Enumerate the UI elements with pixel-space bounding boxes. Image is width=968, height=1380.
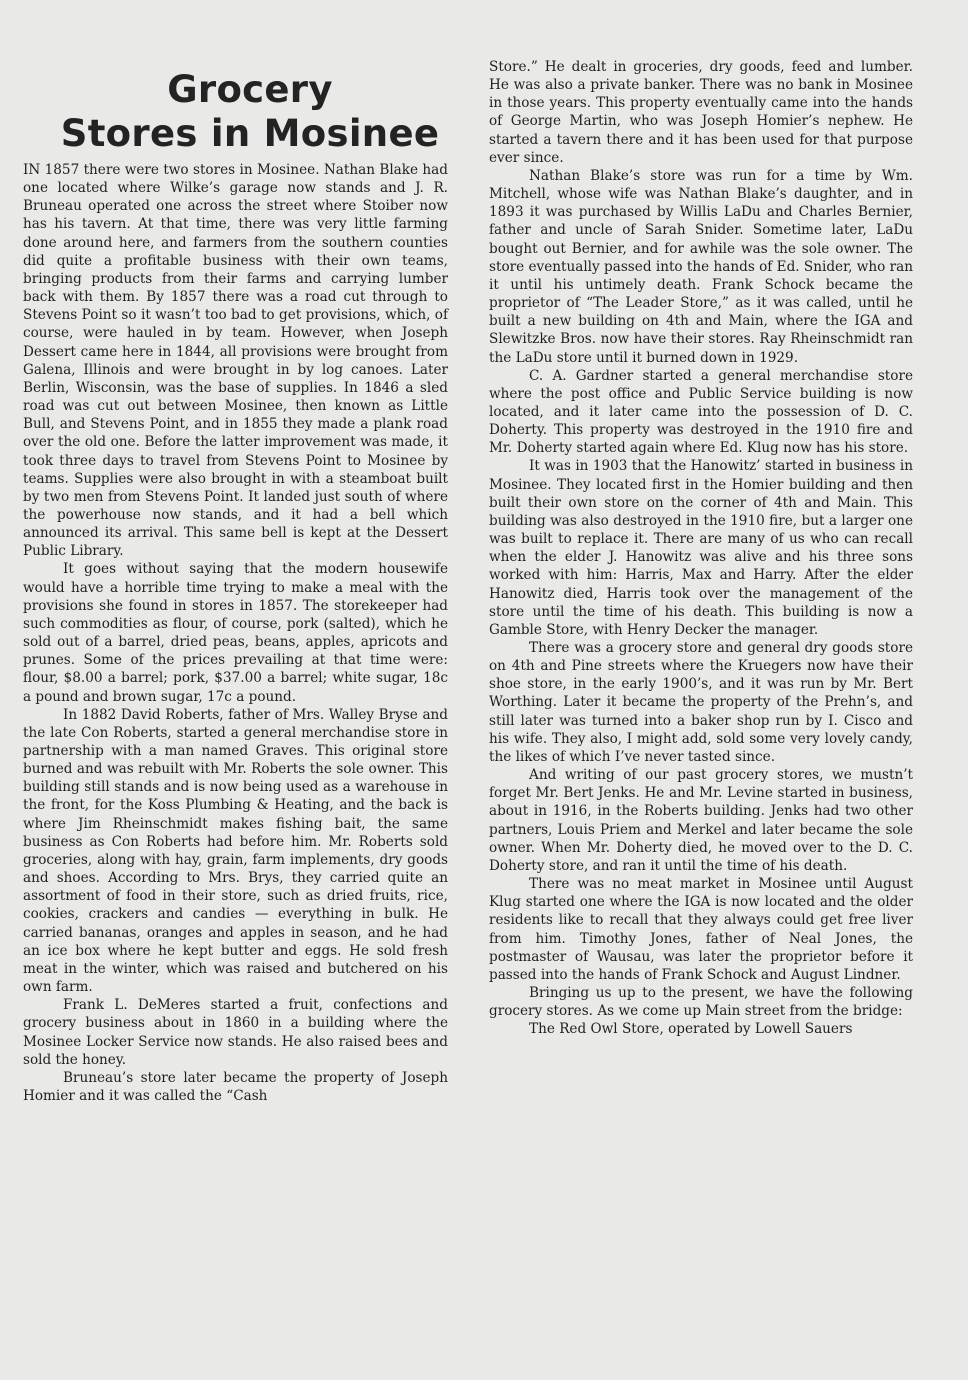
paragraph: Store.” He dealt in groceries, dry goods, feed and lumber. He was also a private banker. There was no bank in Mosinee in those years. This property eventually came into the hands of George Martin, who was Joseph Homier’s nephew. He started a tavern there and it has been used for that purpose ever since.: [489, 59, 913, 166]
paragraph: The Red Owl Store, operated by Lowell Sauers: [529, 1021, 853, 1038]
left-column: [23, 161, 448, 1105]
paragraph: Bruneau’s store later became the property of Joseph Homier and it was called the “Cash: [23, 1069, 448, 1104]
paragraph: Nathan Blake’s store was run for a time by Wm. Mitchell, whose wife was Nathan Blake’s daughter, and in 1893 it was purchased by Willis LaDu and Charles Bernier, father and uncle of Sarah Snider. Sometime later, LaDu bought out Bernier, and for awhile was the sole owner. The store eventually passed into the hands of Ed. Snider, who ran it until his untimely death. Frank Schock became the proprietor of “The Leader Store,” as it was called, until he built a new building on 4th and Main, where the IGA and Slewitzke Bros. now have their stores. Ray Rheinschmidt ran the LaDu store until it burned down in 1929.: [489, 167, 913, 366]
title-line-1: Grocery: [167, 68, 333, 111]
paragraph: Frank L. DeMeres started a fruit, confections and grocery business about in 1860 in a building where the Mosinee Locker Service now stands. He also raised bees and sold the honey.: [23, 997, 448, 1068]
paragraph: It was in 1903 that the Hanowitz’ started in business in Mosinee. They located first in the Homier building and then built their own store on the corner of 4th and Main. This building was also destroyed in the 1910 fire, but a larger one was built to replace it. There are many of us who can recall when the elder J. Hanowitz was alive and his three sons worked with him: Harris, Max and Harry. After the elder Hanowitz died, Harris took over the management of the store until the time of his death. This building is now a Gamble Store, with Henry Decker the manager.: [489, 458, 913, 638]
title-line-2: Stores in Mosinee: [60, 112, 440, 155]
paragraph: C. A. Gardner started a general merchandise store where the post office and Public Service building is now located, and it later came into the possession of D. C. Doherty. This property was destroyed in the 1910 fire and Mr. Doherty started again where Ed. Klug now has his store.: [489, 367, 913, 457]
article-title: [40, 68, 460, 156]
paragraph: There was no meat market in Mosinee until August Klug started one where the IGA is now located and the older residents like to recall that they always could get free liver from him. Timothy Jones, father of Neal Jones, the postmaster of Wausau, was later the proprietor before it passed into the hands of Frank Schock and August Lindner.: [489, 876, 913, 983]
right-column: [489, 58, 913, 1038]
paragraph: It goes without saying that the modern housewife would have a horrible time trying to make a meal with the provisions she found in stores in 1857. The storekeeper had such commodities as flour, of course, pork (salted), which he sold out of a barrel, dried peas, beans, apples, apricots and prunes. Some of the prices prevailing at that time were: flour, $8.00 a barrel; pork, $37.00 a barrel; white sugar, 18c a pound and brown sugar, 17c a pound.: [23, 561, 448, 705]
paragraph: And writing of our past grocery stores, we mustn’t forget Mr. Bert Jenks. He and Mr. Levine started in business, about in 1916, in the Roberts building. Jenks had two other partners, Louis Priem and Merkel and later became the sole owner. When Mr. Doherty died, he moved over to the D. C. Doherty store, and ran it until the time of his death.: [489, 767, 913, 874]
paragraph: Bringing us up to the present, we have the following grocery stores. As we come up Main street from the bridge:: [489, 984, 913, 1020]
paragraph: IN 1857 there were two stores in Mosinee. Nathan Blake had one located where Wilke’s garage now stands and J. R. Bruneau operated one across the street where Stoiber now has his tavern. At that time, there was very little farming done around here, and farmers from the southern counties did quite a profitable business with their own teams, bringing products from their farms and carrying lumber back with them. By 1857 there was a road cut through to Stevens Point so it wasn’t too bad to get provisions, which, of course, were hauled in by team. However, when Joseph Dessert came here in 1844, all provisions were brought from Galena, Illinois and were brought in by log canoes. Later Berlin, Wisconsin, was the base of supplies. In 1846 a sled road was cut out between Mosinee, then known as Little Bull, and Stevens Point, and in 1855 they made a plank road over the old one. Before the latter improvement was made, it took three days to travel from Stevens Point to Mosinee by teams. Supplies were also brought in with a steamboat built by two men from Stevens Point. It landed just south of where the powerhouse now stands, and it had a bell which announced its arrival. This same bell is kept at the Dessert Public Library.: [23, 162, 448, 560]
paragraph: There was a grocery store and general dry goods store on 4th and Pine streets where the Kruegers now have their shoe store, in the early 1900’s, and it was run by Mr. Bert Worthing. Later it became the property of the Prehn’s, and still later was turned into a baker shop run by I. Cisco and his wife. They also, I might add, sold some very lovely candy, the likes of which I’ve never tasted since.: [489, 640, 913, 765]
paragraph: In 1882 David Roberts, father of Mrs. Walley Bryse and the late Con Roberts, started a general merchandise store in partnership with a man named Graves. This original store burned and was rebuilt with Mr. Roberts the sole owner. This building still stands and is now being used as a warehouse in the front, for the Koss Plumbing & Heating, and the back is where Jim Rheinschmidt makes fishing bait, the same business as Con Roberts had before him. Mr. Roberts sold groceries, along with hay, grain, farm implements, dry goods and shoes. According to Mrs. Brys, they carried quite an assortment of food in their store, such as dried fruits, rice, cookies, crackers and candies — everything in bulk. He carried bananas, oranges and apples in season, and he had an ice box where he kept butter and eggs. He sold fresh meat in the winter, which was raised and butchered on his own farm.: [23, 706, 448, 996]
